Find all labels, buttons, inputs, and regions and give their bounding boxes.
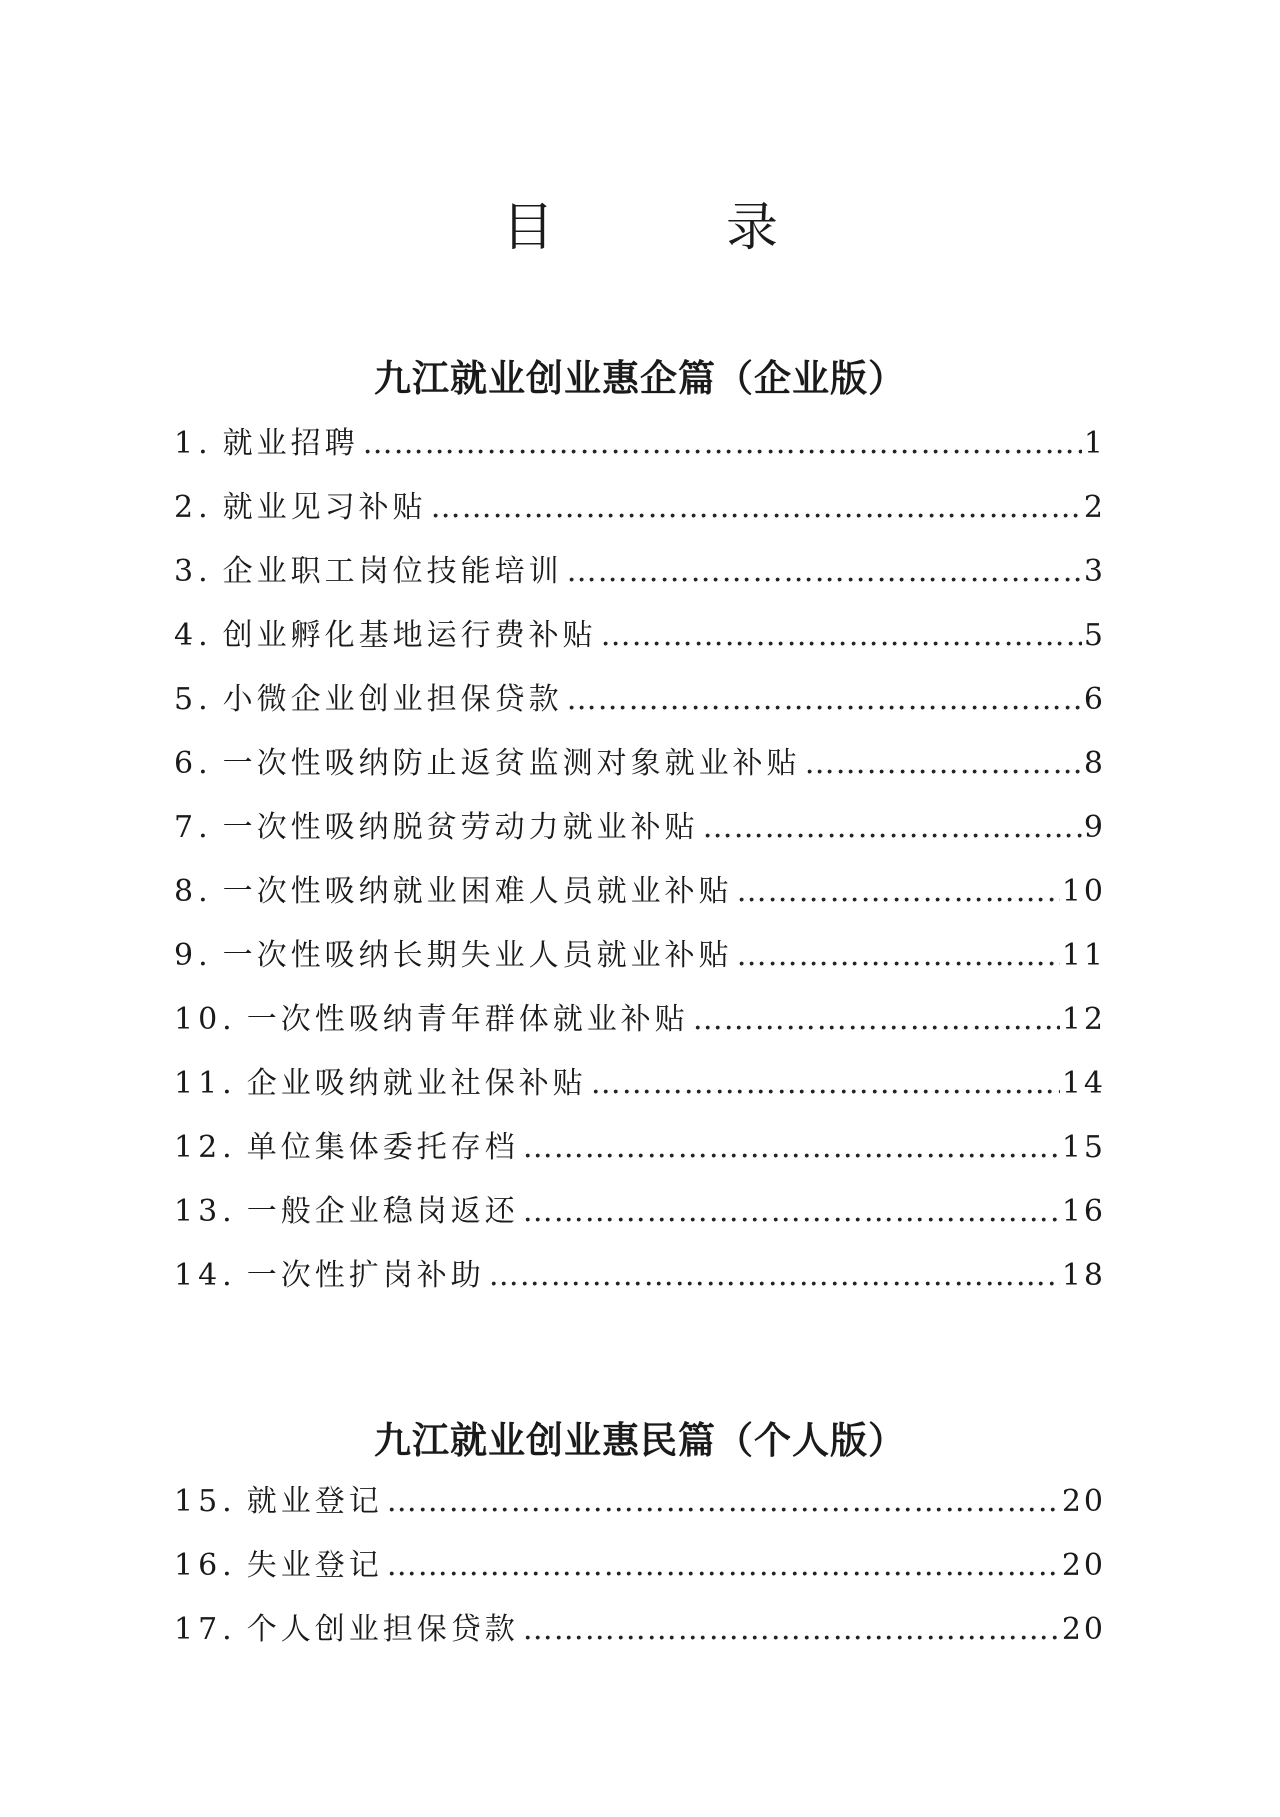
entry-number: 10. bbox=[174, 1002, 237, 1037]
entry-number: 17. bbox=[174, 1612, 237, 1647]
entry-label: 一次性吸纳就业困难人员就业补贴 bbox=[222, 874, 733, 909]
dot-leader bbox=[387, 1484, 1060, 1519]
toc-entry bbox=[174, 418, 1106, 482]
dot-leader bbox=[591, 1066, 1060, 1101]
entry-number: 8. bbox=[174, 874, 213, 909]
dot-leader bbox=[693, 1002, 1060, 1037]
entry-page: 9 bbox=[1083, 810, 1106, 845]
toc-entry bbox=[174, 1058, 1106, 1122]
entry-page: 14 bbox=[1061, 1066, 1106, 1101]
entry-label: 失业登记 bbox=[246, 1548, 383, 1583]
entry-page: 2 bbox=[1083, 490, 1106, 525]
entry-label: 就业招聘 bbox=[222, 426, 359, 461]
entry-page: 16 bbox=[1061, 1194, 1106, 1229]
dot-leader bbox=[567, 682, 1082, 717]
entry-number: 15. bbox=[174, 1484, 237, 1519]
dot-leader bbox=[737, 938, 1060, 973]
entry-number: 2. bbox=[174, 490, 213, 525]
entry-label: 一次性扩岗补助 bbox=[246, 1258, 485, 1293]
dot-leader bbox=[567, 554, 1082, 589]
page-title: 目 录 bbox=[501, 198, 838, 258]
entry-page: 1 bbox=[1083, 426, 1106, 461]
toc-entry bbox=[174, 994, 1106, 1058]
entry-number: 5. bbox=[174, 682, 213, 717]
toc-entry bbox=[174, 1186, 1106, 1250]
entry-page: 6 bbox=[1083, 682, 1106, 717]
entry-page: 20 bbox=[1061, 1484, 1106, 1519]
entry-number: 4. bbox=[174, 618, 213, 653]
toc-entry bbox=[174, 1604, 1106, 1668]
entry-page: 10 bbox=[1061, 874, 1106, 909]
toc-entry bbox=[174, 1122, 1106, 1186]
toc-entry bbox=[174, 738, 1106, 802]
dot-leader bbox=[363, 426, 1082, 461]
toc-entry bbox=[174, 482, 1106, 546]
entry-label: 一次性吸纳青年群体就业补贴 bbox=[246, 1002, 689, 1037]
entry-number: 6. bbox=[174, 746, 213, 781]
entry-number: 11. bbox=[174, 1066, 237, 1101]
entry-label: 一般企业稳岗返还 bbox=[246, 1194, 519, 1229]
entry-number: 1. bbox=[174, 426, 213, 461]
entry-label: 单位集体委托存档 bbox=[246, 1130, 519, 1165]
entry-page: 11 bbox=[1061, 938, 1106, 973]
toc-entry bbox=[174, 1250, 1106, 1314]
entry-page: 20 bbox=[1061, 1612, 1106, 1647]
toc-entry bbox=[174, 930, 1106, 994]
entry-page: 12 bbox=[1061, 1002, 1106, 1037]
entry-number: 16. bbox=[174, 1548, 237, 1583]
entry-label: 就业登记 bbox=[246, 1484, 383, 1519]
toc-list-enterprise bbox=[174, 418, 1106, 1314]
dot-leader bbox=[737, 874, 1060, 909]
toc-entry bbox=[174, 802, 1106, 866]
section-heading-enterprise: 九江就业创业惠企篇（企业版） bbox=[374, 357, 906, 400]
entry-number: 13. bbox=[174, 1194, 237, 1229]
toc-entry bbox=[174, 610, 1106, 674]
toc-entry bbox=[174, 546, 1106, 610]
toc-entry bbox=[174, 866, 1106, 930]
dot-leader bbox=[523, 1130, 1060, 1165]
toc-list-personal bbox=[174, 1476, 1106, 1668]
dot-leader bbox=[523, 1612, 1060, 1647]
dot-leader bbox=[431, 490, 1082, 525]
entry-label: 小微企业创业担保贷款 bbox=[222, 682, 563, 717]
entry-page: 18 bbox=[1061, 1258, 1106, 1293]
dot-leader bbox=[489, 1258, 1060, 1293]
entry-label: 一次性吸纳防止返贫监测对象就业补贴 bbox=[222, 746, 801, 781]
entry-label: 就业见习补贴 bbox=[222, 490, 427, 525]
dot-leader bbox=[601, 618, 1082, 653]
entry-number: 3. bbox=[174, 554, 213, 589]
entry-label: 个人创业担保贷款 bbox=[246, 1612, 519, 1647]
entry-page: 5 bbox=[1083, 618, 1106, 653]
toc-entry bbox=[174, 674, 1106, 738]
toc-entry bbox=[174, 1540, 1106, 1604]
entry-number: 14. bbox=[174, 1258, 237, 1293]
entry-page: 15 bbox=[1061, 1130, 1106, 1165]
entry-label: 一次性吸纳长期失业人员就业补贴 bbox=[222, 938, 733, 973]
entry-number: 9. bbox=[174, 938, 213, 973]
entry-number: 7. bbox=[174, 810, 213, 845]
entry-label: 创业孵化基地运行费补贴 bbox=[222, 618, 597, 653]
dot-leader bbox=[805, 746, 1082, 781]
entry-label: 企业职工岗位技能培训 bbox=[222, 554, 563, 589]
dot-leader bbox=[703, 810, 1082, 845]
entry-page: 3 bbox=[1083, 554, 1106, 589]
entry-label: 企业吸纳就业社保补贴 bbox=[246, 1066, 587, 1101]
entry-page: 8 bbox=[1083, 746, 1106, 781]
toc-entry bbox=[174, 1476, 1106, 1540]
entry-number: 12. bbox=[174, 1130, 237, 1165]
entry-page: 20 bbox=[1061, 1548, 1106, 1583]
dot-leader bbox=[387, 1548, 1060, 1583]
dot-leader bbox=[523, 1194, 1060, 1229]
section-heading-personal: 九江就业创业惠民篇（个人版） bbox=[374, 1419, 906, 1462]
entry-label: 一次性吸纳脱贫劳动力就业补贴 bbox=[222, 810, 699, 845]
